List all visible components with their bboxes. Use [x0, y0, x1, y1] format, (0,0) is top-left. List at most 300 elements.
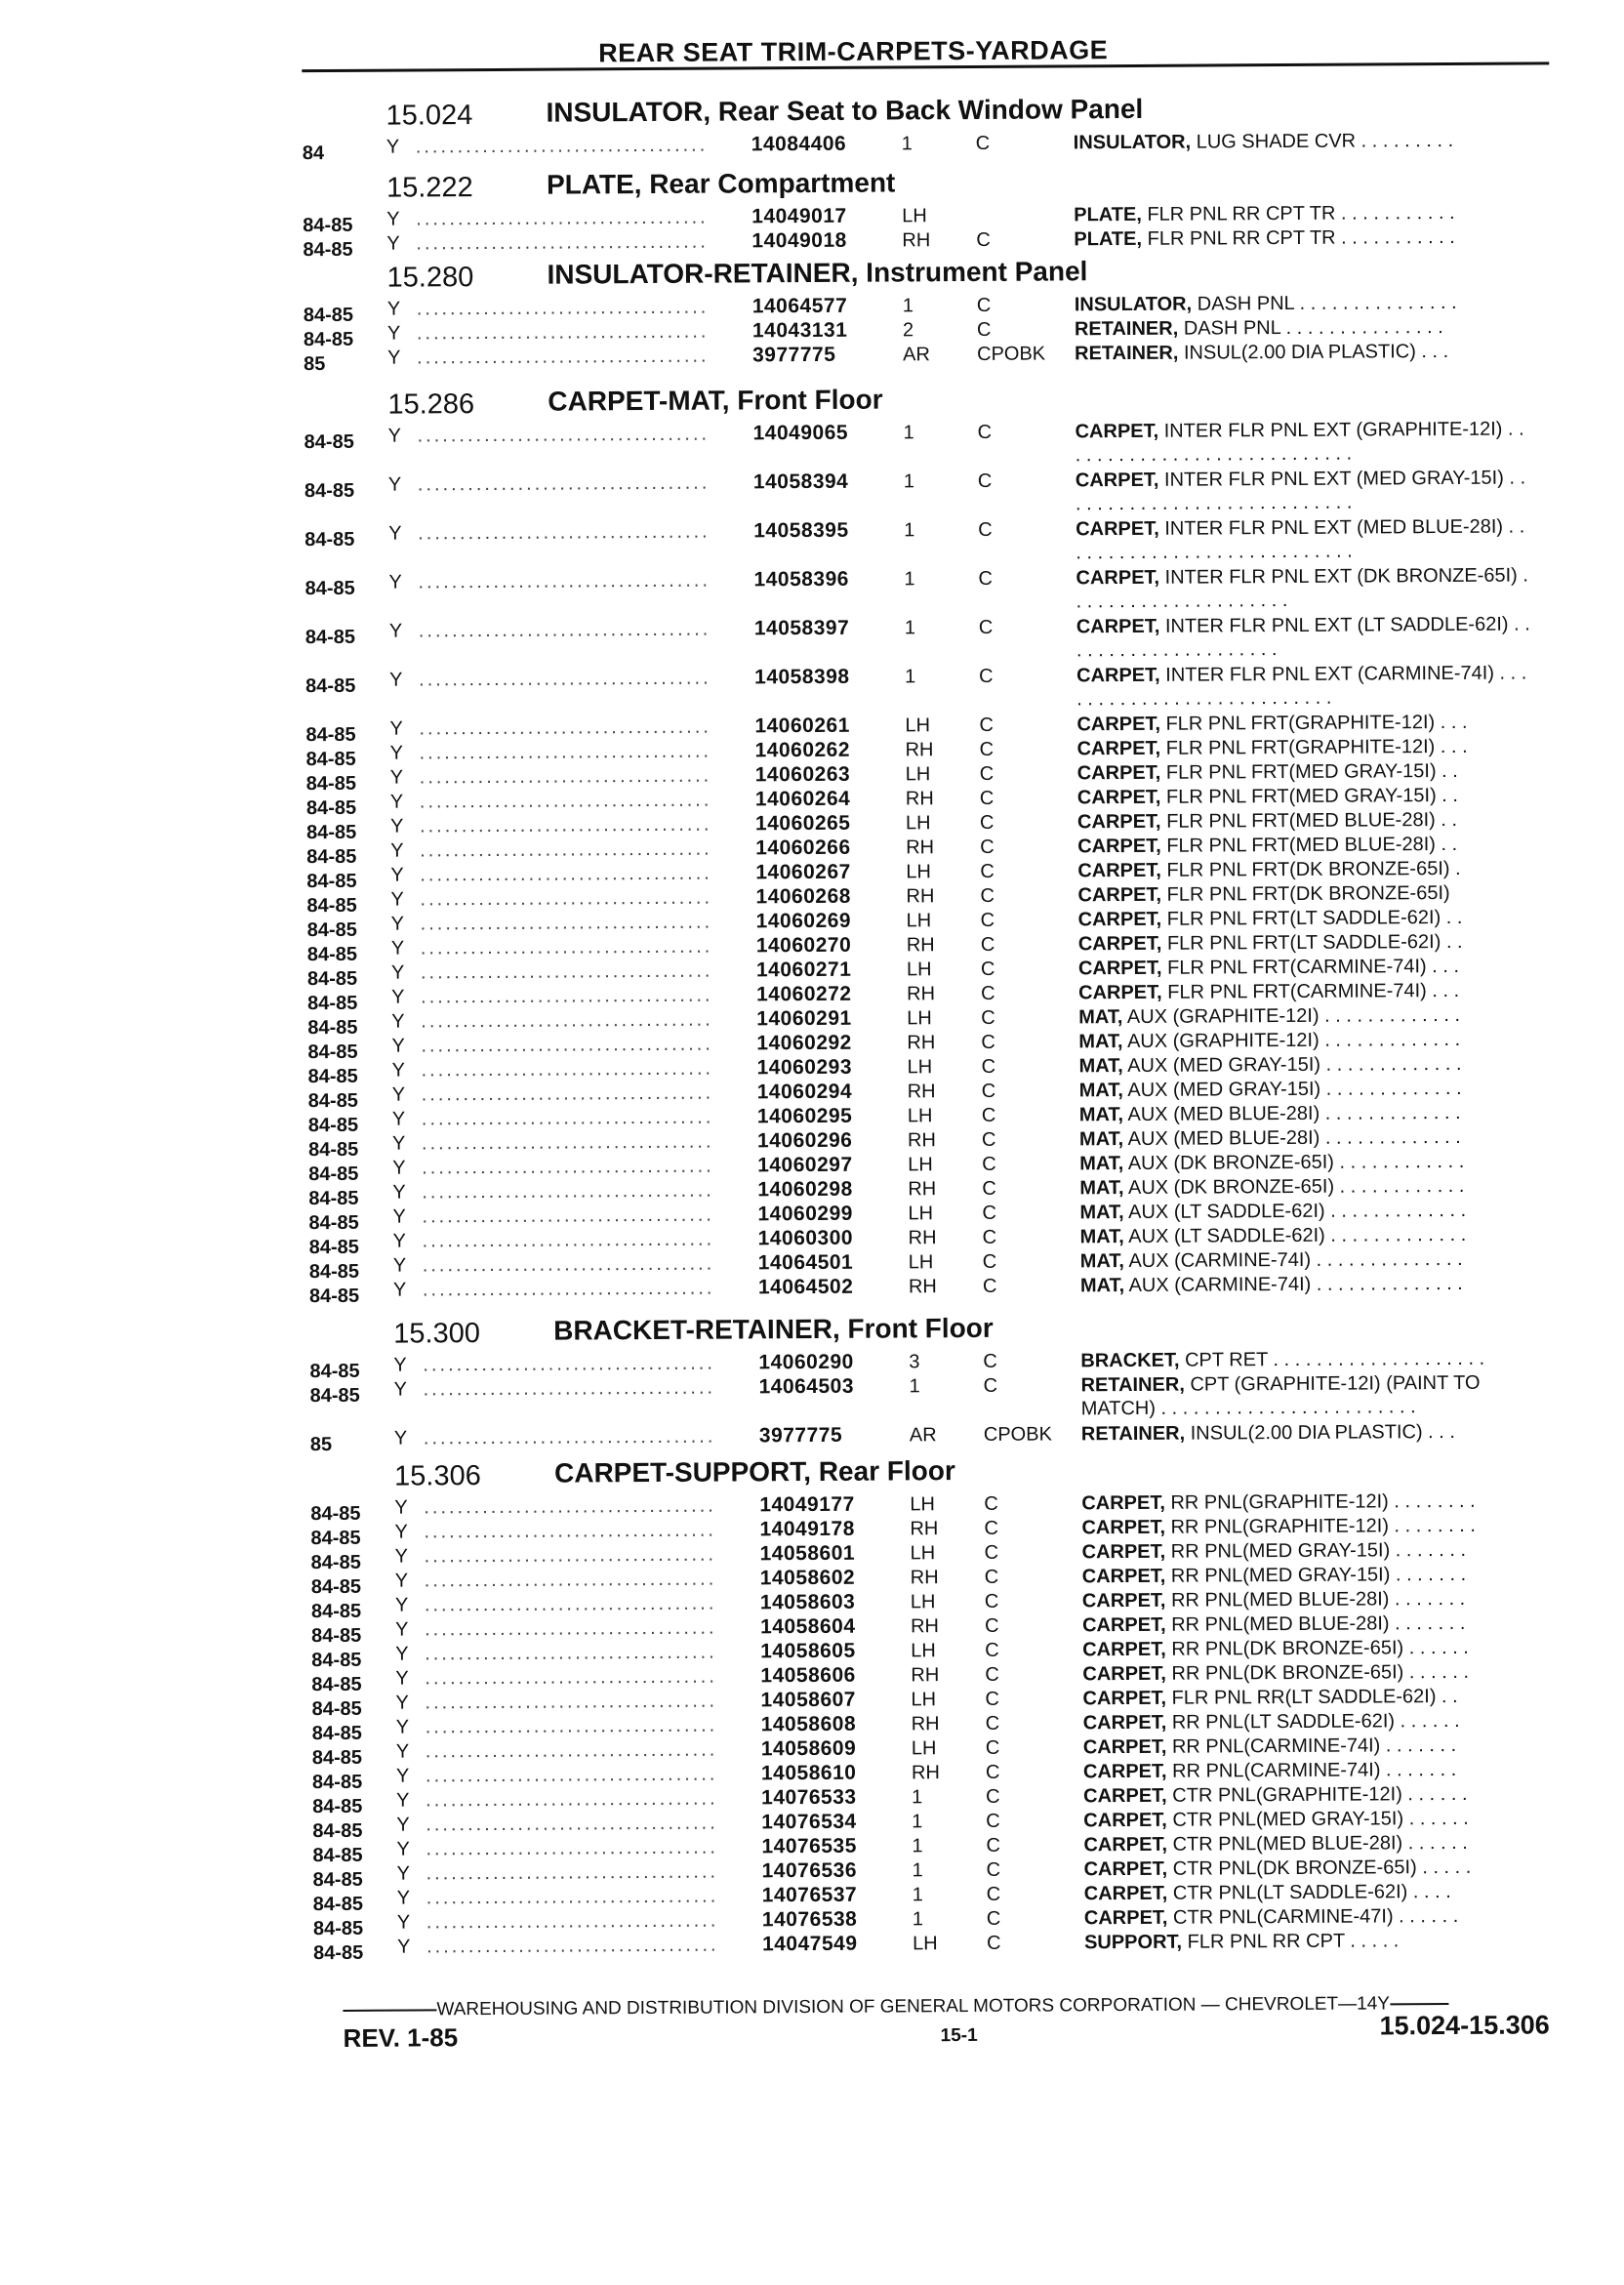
source-code: C: [978, 518, 993, 541]
leader-dots: ...................................: [426, 1885, 719, 1909]
model-years: 84-85: [310, 1502, 361, 1526]
part-description: [1081, 1489, 1540, 1515]
part-name: CARPET,: [1083, 1784, 1167, 1808]
quantity: RH: [905, 739, 934, 761]
model-years: 84-85: [306, 967, 358, 991]
part-number: 14060265: [754, 811, 851, 836]
part-number: 14049177: [759, 1492, 855, 1517]
part-description: [1078, 1051, 1537, 1078]
part-number: 14060263: [754, 762, 851, 787]
model-years: 84-85: [306, 894, 357, 918]
body-code: Y: [396, 1814, 410, 1836]
part-number: 3977775: [758, 1423, 843, 1448]
source-code: C: [983, 1374, 998, 1397]
body-code: Y: [390, 913, 405, 935]
model-years: 84-85: [306, 918, 357, 942]
body-code: Y: [393, 1427, 408, 1449]
quantity: 3: [909, 1351, 920, 1373]
part-detail: RR PNL(GRAPHITE-12I) . . . . . . . .: [1170, 1514, 1476, 1538]
part-row: [304, 514, 1573, 571]
leader-dots: ...................................: [422, 1204, 715, 1228]
model-years: 84-85: [312, 1917, 364, 1940]
quantity: RH: [910, 1615, 940, 1638]
part-number: 14049065: [752, 421, 849, 445]
leader-dots: ...................................: [424, 1568, 717, 1592]
quantity: LH: [908, 1251, 934, 1274]
part-name: MAT,: [1079, 1153, 1124, 1175]
body-code: Y: [389, 669, 403, 691]
quantity: RH: [907, 1129, 936, 1152]
source-code: C: [985, 1688, 1000, 1710]
quantity: LH: [905, 714, 931, 737]
part-detail: AUX (CARMINE-74I) . . . . . . . . . . . . . .: [1128, 1247, 1463, 1273]
source-code: C: [982, 1177, 996, 1200]
part-name: CARPET,: [1077, 835, 1161, 858]
model-years: 84-85: [307, 992, 358, 1015]
model-years: 84-85: [307, 1089, 358, 1113]
source-code: C: [985, 1761, 1000, 1783]
part-name: CARPET,: [1077, 859, 1161, 882]
part-name: CARPET,: [1082, 1760, 1167, 1783]
part-description: [1082, 1659, 1541, 1686]
source-code: C: [981, 1031, 995, 1053]
body-code: Y: [389, 742, 403, 764]
model-years: 84-85: [311, 1649, 362, 1672]
part-description: [1078, 978, 1537, 1004]
part-name: INSULATOR,: [1073, 131, 1192, 154]
part-name: CARPET,: [1082, 1638, 1166, 1661]
part-detail: RR PNL(GRAPHITE-12I) . . . . . . . .: [1170, 1489, 1476, 1514]
part-detail: AUX (DK BRONZE-65I) . . . . . . . . . . . .: [1127, 1150, 1465, 1175]
model-years: 84-85: [309, 1360, 360, 1383]
section-number: 15.280: [386, 262, 474, 294]
source-code: C: [978, 616, 994, 638]
source-code: C: [986, 1883, 1001, 1905]
part-detail: AUX (GRAPHITE-12I) . . . . . . . . . . . . .: [1126, 1003, 1461, 1029]
part-row: [309, 1370, 1578, 1427]
model-years: 84-85: [307, 1016, 358, 1040]
part-detail: DASH PNL . . . . . . . . . . . . . . .: [1197, 291, 1457, 315]
leader-dots: ...................................: [419, 740, 712, 764]
section-title: INSULATOR-RETAINER, Instrument Panel: [547, 256, 1088, 290]
source-code: C: [984, 1590, 999, 1612]
body-code: Y: [387, 347, 401, 369]
source-code: C: [984, 1517, 998, 1539]
part-number: 3977775: [752, 343, 836, 367]
part-name: CARPET,: [1076, 566, 1160, 590]
part-detail: FLR PNL FRT(GRAPHITE-12I) . . .: [1165, 735, 1468, 759]
leader-dots: ...................................: [424, 1494, 716, 1519]
body-code: Y: [394, 1521, 408, 1543]
part-description: [1083, 1806, 1542, 1832]
part-detail: LUG SHADE CVR . . . . . . . . .: [1196, 129, 1454, 153]
model-years: 84-85: [304, 577, 355, 600]
part-description: [1084, 1879, 1543, 1905]
part-detail: RR PNL(MED BLUE-28I) . . . . . . .: [1170, 1587, 1466, 1612]
part-number: 14084406: [751, 132, 847, 156]
source-code: C: [985, 1736, 1000, 1759]
model-years: 84-85: [309, 1384, 360, 1408]
quantity: LH: [906, 910, 932, 932]
source-code: C: [976, 228, 991, 251]
model-years: 84-85: [304, 430, 354, 454]
part-row: [304, 563, 1573, 620]
quantity: RH: [906, 934, 935, 957]
source-code: C: [982, 1226, 997, 1248]
quantity: 1: [901, 133, 913, 155]
body-code: Y: [394, 1570, 409, 1592]
model-years: 84-85: [307, 1065, 358, 1088]
part-name: CARPET,: [1081, 1516, 1166, 1539]
part-number: 14060262: [754, 738, 851, 762]
leader-dots: ...................................: [420, 911, 713, 935]
body-code: Y: [386, 322, 401, 345]
body-code: Y: [390, 864, 404, 886]
part-number: 14060268: [755, 884, 851, 909]
section-number: 15.222: [386, 172, 473, 204]
leader-dots: ...................................: [420, 837, 712, 862]
part-name: CARPET,: [1076, 737, 1161, 760]
quantity: LH: [908, 1203, 934, 1225]
model-years: 84-85: [312, 1893, 363, 1916]
source-code: C: [981, 1104, 996, 1126]
source-code: CPOBK: [983, 1423, 1052, 1446]
body-code: Y: [390, 937, 405, 959]
model-years: 84-85: [313, 1941, 364, 1965]
parts-list: [304, 417, 1578, 1308]
body-code: Y: [390, 961, 405, 984]
quantity: RH: [907, 983, 936, 1005]
leader-dots: ...................................: [415, 134, 709, 158]
model-years: 84-85: [304, 626, 356, 649]
leader-dots: ...................................: [426, 1860, 719, 1885]
body-code: Y: [392, 1157, 406, 1179]
part-detail: FLR PNL FRT(CARMINE-74I) . . .: [1167, 979, 1460, 1003]
model-years: 84-85: [308, 1285, 360, 1308]
part-description: [1074, 224, 1532, 251]
part-number: 14060269: [755, 909, 852, 933]
part-number: 14058610: [760, 1761, 857, 1785]
part-number: 14076538: [761, 1907, 858, 1932]
leader-dots: ...................................: [423, 1352, 715, 1376]
part-name: INSULATOR,: [1074, 293, 1193, 316]
part-detail: FLR PNL FRT(MED BLUE-28I) . .: [1166, 808, 1458, 833]
model-years: 84-85: [305, 748, 356, 771]
part-number: 14060300: [757, 1226, 854, 1250]
part-name: CARPET,: [1081, 1589, 1166, 1612]
body-code: Y: [386, 232, 400, 255]
part-number: 14076537: [761, 1883, 858, 1907]
part-name: MAT,: [1078, 1055, 1123, 1078]
quantity: LH: [906, 959, 932, 981]
leader-dots: ...................................: [421, 1057, 714, 1081]
leader-dots: ...................................: [425, 1714, 718, 1738]
quantity: LH: [908, 1154, 933, 1176]
part-name: MAT,: [1079, 1202, 1124, 1224]
part-detail: RR PNL(MED BLUE-28I) . . . . . . .: [1171, 1612, 1466, 1636]
part-number: 14060294: [756, 1080, 853, 1104]
leader-dots: ...................................: [416, 206, 709, 230]
part-number: 14060267: [755, 860, 851, 884]
leader-dots: ...................................: [416, 296, 710, 320]
body-code: Y: [388, 571, 402, 593]
source-code: C: [979, 738, 995, 760]
quantity: RH: [911, 1762, 940, 1784]
model-years: 84-85: [312, 1868, 363, 1892]
part-detail: AUX (DK BRONZE-65I) . . . . . . . . . . . .: [1127, 1174, 1465, 1200]
quantity: 1: [912, 1859, 923, 1882]
quantity: 1: [902, 295, 914, 317]
part-name: CARPET,: [1081, 1491, 1165, 1515]
part-detail: INTER FLR PNL EXT (GRAPHITE-12I) . . . . . . . . . . . . . . . . . . . . . . . . . . . .: [1075, 418, 1524, 467]
leader-dots: ...................................: [417, 345, 710, 369]
part-name: MAT,: [1078, 1128, 1124, 1151]
model-years: 84-85: [311, 1746, 363, 1770]
leader-dots: ...................................: [425, 1665, 717, 1690]
part-description: [1078, 1027, 1537, 1053]
section-title: BRACKET-RETAINER, Front Floor: [553, 1312, 994, 1346]
section-number: 15.024: [386, 100, 473, 132]
body-code: Y: [392, 1230, 407, 1252]
body-code: Y: [391, 1035, 405, 1057]
section-number: 15.300: [393, 1318, 481, 1350]
section-15-286: [304, 378, 1578, 1308]
quantity: 1: [903, 470, 915, 493]
parts-list: [303, 200, 1571, 262]
part-description: [1082, 1684, 1541, 1710]
section-number: 15.306: [393, 1460, 481, 1492]
model-years: 84: [302, 143, 325, 165]
body-code: Y: [390, 839, 404, 862]
part-description: [1080, 1246, 1539, 1273]
body-code: Y: [392, 1254, 407, 1277]
model-years: 84-85: [310, 1575, 362, 1599]
part-number: 14058604: [759, 1614, 856, 1639]
part-description: [1082, 1586, 1541, 1612]
part-description: [1076, 734, 1535, 760]
part-name: CARPET,: [1076, 615, 1160, 638]
part-number: 14049018: [751, 228, 847, 253]
part-number: 14076535: [761, 1834, 857, 1858]
body-code: Y: [396, 1936, 411, 1958]
quantity: 1: [904, 519, 915, 542]
model-years: 84-85: [304, 528, 355, 551]
quantity: RH: [910, 1518, 939, 1540]
part-number: 14076533: [761, 1785, 857, 1810]
part-number: 14064502: [757, 1275, 854, 1299]
part-number: 14060264: [754, 787, 851, 811]
parts-list: [309, 1346, 1579, 1456]
part-number: 14060299: [757, 1202, 853, 1226]
leader-dots: ...................................: [421, 1033, 713, 1057]
model-years: 84-85: [312, 1819, 363, 1843]
body-code: Y: [391, 1083, 406, 1106]
quantity: RH: [908, 1178, 937, 1201]
part-detail: FLR PNL FRT(GRAPHITE-12I) . . .: [1165, 711, 1468, 735]
model-years: 84-85: [307, 1114, 359, 1137]
leader-dots: ...................................: [420, 886, 713, 911]
part-number: 14049017: [751, 204, 847, 228]
part-detail: RR PNL(LT SADDLE-62I) . . . . . .: [1171, 1709, 1460, 1734]
page-number: 15-1: [940, 2024, 978, 2047]
part-name: MAT,: [1078, 1031, 1123, 1053]
quantity: LH: [910, 1493, 935, 1516]
part-description: [1074, 200, 1532, 226]
source-code: C: [980, 884, 995, 907]
section-15-222: [303, 161, 1572, 262]
part-number: 14060266: [755, 836, 851, 860]
source-code: C: [985, 1663, 999, 1686]
part-name: CARPET,: [1076, 517, 1159, 541]
page-title: REAR SEAT TRIM-CARPETS-YARDAGE: [598, 35, 1109, 68]
source-code: C: [979, 811, 995, 834]
leader-dots: ...................................: [424, 1543, 717, 1568]
body-code: Y: [389, 791, 404, 813]
model-years: 84-85: [305, 772, 356, 796]
part-detail: INTER FLR PNL EXT (MED GRAY-15I) . . . . . . . . . . . . . . . . . . . . . . . . . . . .: [1075, 467, 1526, 515]
section-range: 15.024-15.306: [1379, 2010, 1550, 2041]
quantity: AR: [903, 344, 930, 366]
model-years: 84-85: [303, 238, 353, 262]
source-code: C: [980, 933, 995, 956]
quantity: RH: [902, 229, 931, 252]
part-number: 14064501: [757, 1250, 854, 1275]
leader-dots: ...................................: [422, 1252, 715, 1277]
leader-dots: ...................................: [417, 471, 710, 496]
quantity: RH: [911, 1664, 940, 1687]
body-code: Y: [396, 1838, 410, 1860]
part-name: CARPET,: [1078, 981, 1162, 1004]
part-detail: CTR PNL(CARMINE-47I) . . . . . .: [1172, 1904, 1459, 1929]
part-detail: AUX (LT SADDLE-62I) . . . . . . . . . . . . .: [1128, 1223, 1467, 1248]
part-detail: FLR PNL RR CPT TR . . . . . . . . . . .: [1147, 201, 1455, 225]
part-name: RETAINER,: [1080, 1373, 1185, 1397]
part-detail: FLR PNL RR(LT SADDLE-62I) . .: [1171, 1685, 1458, 1709]
model-years: 84-85: [311, 1697, 362, 1721]
quantity: LH: [912, 1933, 938, 1955]
model-years: 84-85: [305, 821, 357, 844]
part-row: [304, 466, 1573, 522]
source-code: C: [978, 567, 994, 590]
model-years: 84-85: [311, 1722, 362, 1745]
part-description: [1082, 1562, 1541, 1588]
part-name: CARPET,: [1077, 883, 1162, 907]
model-years: 84-85: [310, 1600, 362, 1623]
part-description: [1081, 1419, 1540, 1446]
leader-dots: ...................................: [416, 230, 709, 255]
part-description: [1077, 783, 1536, 809]
source-code: C: [980, 909, 995, 931]
part-detail: RR PNL(CARMINE-74I) . . . . . . .: [1171, 1734, 1457, 1758]
part-description: [1079, 1149, 1538, 1175]
model-years: 84-85: [306, 943, 358, 966]
model-years: 84-85: [305, 674, 356, 698]
source-code: C: [986, 1932, 1001, 1954]
part-detail: CTR PNL(MED BLUE-28I) . . . . . .: [1172, 1831, 1468, 1856]
part-number: 14060296: [756, 1128, 853, 1153]
leader-dots: ...................................: [422, 1277, 715, 1301]
source-code: C: [983, 1350, 997, 1372]
part-detail: AUX (LT SADDLE-62I) . . . . . . . . . . . . .: [1128, 1199, 1467, 1224]
part-description: [1078, 1002, 1537, 1029]
source-code: C: [980, 860, 995, 882]
quantity: LH: [902, 205, 927, 227]
body-code: Y: [388, 522, 402, 545]
part-number: 14058395: [753, 518, 849, 543]
source-code: C: [981, 1055, 996, 1078]
body-code: Y: [395, 1765, 410, 1787]
part-description: [1077, 758, 1536, 785]
body-code: Y: [395, 1667, 409, 1690]
part-number: 14064503: [758, 1374, 855, 1399]
part-name: CARPET,: [1083, 1809, 1167, 1832]
part-name: CARPET,: [1076, 664, 1160, 687]
body-code: Y: [393, 1354, 407, 1376]
part-description: [1074, 128, 1532, 154]
leader-dots: ...................................: [419, 715, 711, 740]
part-number: 14060295: [756, 1104, 853, 1128]
part-name: CARPET,: [1081, 1565, 1166, 1588]
source-code: C: [981, 1128, 996, 1151]
leader-dots: ...................................: [422, 1179, 714, 1204]
body-code: Y: [390, 888, 404, 911]
source-code: C: [976, 318, 992, 341]
body-code: Y: [386, 298, 401, 320]
part-detail: FLR PNL FRT(MED BLUE-28I) . .: [1166, 833, 1458, 857]
body-code: Y: [396, 1862, 410, 1885]
part-detail: CPT (GRAPHITE-12I) (PAINT TO MATCH) . . . . . . . . . . . . . . . . . . . . . . . .: [1080, 1371, 1481, 1420]
part-number: 14058397: [753, 616, 850, 640]
part-number: 14058607: [760, 1688, 857, 1712]
leader-dots: ...................................: [419, 789, 712, 813]
leader-dots: ...................................: [421, 1081, 714, 1106]
part-detail: INTER FLR PNL EXT (DK BRONZE-65I) . . . . . . . . . . . . . . . . . . . . .: [1076, 564, 1528, 613]
body-code: Y: [391, 1132, 406, 1155]
part-description: [1082, 1611, 1541, 1637]
part-number: 14060290: [758, 1350, 854, 1374]
body-code: Y: [389, 766, 404, 789]
part-description: [1084, 1928, 1543, 1954]
leader-dots: ...................................: [426, 1836, 718, 1860]
part-description: [1076, 466, 1534, 515]
quantity: LH: [906, 861, 931, 883]
leader-dots: ...................................: [424, 1519, 716, 1543]
model-years: 85: [304, 353, 326, 376]
body-code: Y: [394, 1496, 408, 1519]
leader-dots: ...................................: [422, 1228, 715, 1252]
part-name: CARPET,: [1083, 1882, 1168, 1905]
model-years: 84-85: [305, 723, 356, 747]
quantity: 1: [904, 568, 915, 591]
part-name: CARPET,: [1081, 1540, 1166, 1564]
source-code: C: [976, 294, 992, 316]
part-description: [1083, 1708, 1542, 1734]
part-name: MAT,: [1078, 1080, 1123, 1102]
source-code: C: [981, 1006, 995, 1029]
parts-list: [310, 1489, 1582, 1965]
footer-rule-right: [1390, 2003, 1448, 2005]
source-code: C: [984, 1614, 999, 1637]
part-description: [1081, 1513, 1540, 1539]
part-detail: CTR PNL(GRAPHITE-12I) . . . . . .: [1172, 1782, 1468, 1807]
part-description: [1083, 1757, 1542, 1783]
leader-dots: ...................................: [426, 1787, 718, 1812]
source-code: C: [986, 1810, 1000, 1832]
model-years: 84-85: [306, 870, 357, 893]
part-number: 14060292: [756, 1031, 852, 1055]
quantity: LH: [911, 1640, 936, 1662]
part-description: [1076, 661, 1535, 711]
